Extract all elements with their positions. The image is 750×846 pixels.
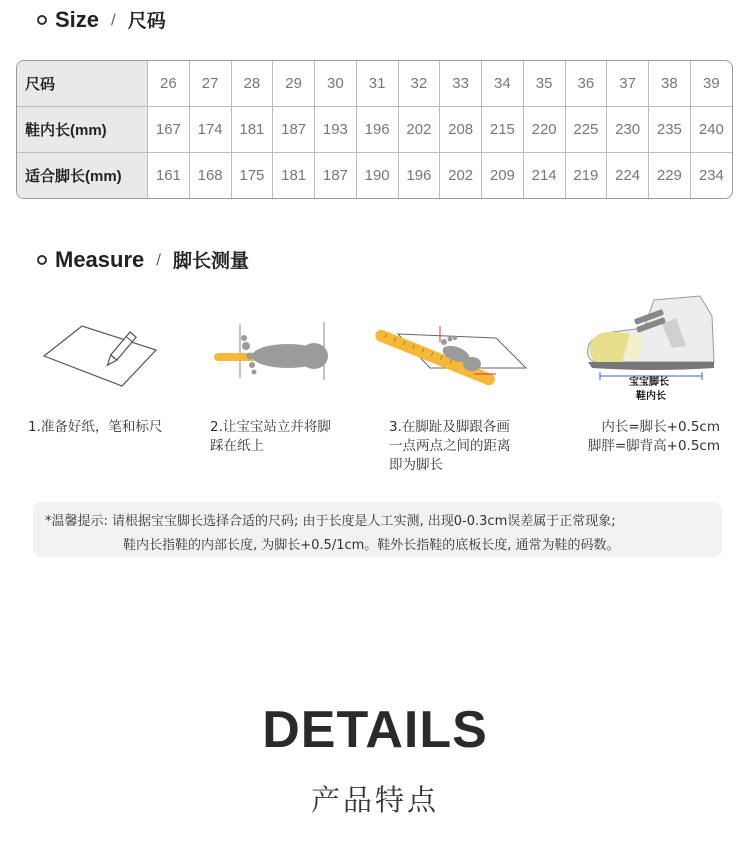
tip-line-2: 鞋内长指鞋的内部长度, 为脚长+0.5/1cm。鞋外长指鞋的底板长度, 通常为鞋的码数。 [123, 538, 620, 553]
table-cell: 190 [356, 153, 398, 198]
row-label: 尺码 [17, 61, 148, 106]
table-cell: 208 [440, 106, 482, 152]
foot-on-paper-icon [210, 320, 336, 382]
table-cell: 187 [273, 106, 315, 152]
table-cell: 35 [523, 61, 565, 106]
step-1-caption: 1.准备好纸，笔和标尺 [28, 419, 163, 435]
paper-and-pen-icon [38, 318, 168, 390]
measure-heading [37, 246, 249, 273]
size-heading [37, 6, 166, 33]
measure-title-en: Measure [55, 246, 145, 272]
table-cell: 34 [482, 61, 524, 106]
shoe-label-inner-length: 鞋内长 [636, 391, 666, 402]
shoe-cross-section-icon [582, 288, 722, 388]
table-cell: 196 [398, 153, 440, 198]
row-label: 适合脚长(mm) [17, 153, 148, 198]
table-cell: 27 [189, 61, 231, 106]
step-2-caption: 2.让宝宝站立并将脚 踩在纸上 [210, 419, 331, 454]
table-cell: 240 [690, 106, 732, 152]
tip-line-1: *温馨提示: 请根据宝宝脚长选择合适的尺码; 由于长度是人工实测, 出现0-0.3cm误差属于正常现象; [45, 514, 616, 529]
row-label: 鞋内长(mm) [17, 106, 148, 152]
size-title-cn: 尺码 [127, 10, 166, 32]
table-cell: 38 [649, 61, 691, 106]
table-cell: 32 [398, 61, 440, 106]
table-cell: 36 [565, 61, 607, 106]
table-cell: 202 [398, 106, 440, 152]
shoe-label-foot-length: 宝宝脚长 [629, 377, 669, 388]
table-cell: 219 [565, 153, 607, 198]
details-title: DETAILS [262, 701, 488, 759]
table-cell: 187 [315, 153, 357, 198]
table-cell: 220 [523, 106, 565, 152]
step-3-caption: 3.在脚趾及脚跟各画 一点两点之间的距离 即为脚长 [389, 419, 511, 473]
step-4-caption: 内长=脚长+0.5cm 脚胖=脚背高+0.5cm [587, 419, 720, 454]
circle-bullet-icon [37, 15, 47, 25]
size-chart-table [16, 60, 733, 199]
table-cell: 181 [273, 153, 315, 198]
table-cell: 181 [231, 106, 273, 152]
table-cell: 175 [231, 153, 273, 198]
table-cell: 196 [356, 106, 398, 152]
table-cell: 209 [482, 153, 524, 198]
details-subtitle: 产品特点 [310, 783, 439, 817]
table-cell: 33 [440, 61, 482, 106]
table-cell: 37 [607, 61, 649, 106]
table-cell: 167 [148, 106, 190, 152]
table-cell: 214 [523, 153, 565, 198]
table-cell: 39 [690, 61, 732, 106]
table-row-foot-length [17, 153, 732, 198]
measure-title-cn: 脚长测量 [173, 250, 250, 272]
title-separator: / [111, 11, 116, 28]
table-cell: 235 [649, 106, 691, 152]
table-cell: 29 [273, 61, 315, 106]
table-cell: 193 [315, 106, 357, 152]
table-row-size [17, 61, 732, 106]
table-cell: 229 [649, 153, 691, 198]
table-cell: 28 [231, 61, 273, 106]
table-cell: 168 [189, 153, 231, 198]
circle-bullet-icon [37, 255, 47, 265]
table-row-inner-length [17, 106, 732, 152]
table-cell: 31 [356, 61, 398, 106]
table-cell: 224 [607, 153, 649, 198]
ruler-measuring-icon [374, 318, 530, 398]
table-cell: 234 [690, 153, 732, 198]
table-cell: 202 [440, 153, 482, 198]
table-cell: 215 [482, 106, 524, 152]
title-separator: / [156, 251, 161, 268]
sizing-tip-box [33, 502, 722, 557]
table-cell: 225 [565, 106, 607, 152]
size-title-en: Size [55, 6, 100, 32]
table-cell: 230 [607, 106, 649, 152]
table-cell: 174 [189, 106, 231, 152]
table-cell: 161 [148, 153, 190, 198]
table-cell: 26 [148, 61, 190, 106]
table-cell: 30 [315, 61, 357, 106]
